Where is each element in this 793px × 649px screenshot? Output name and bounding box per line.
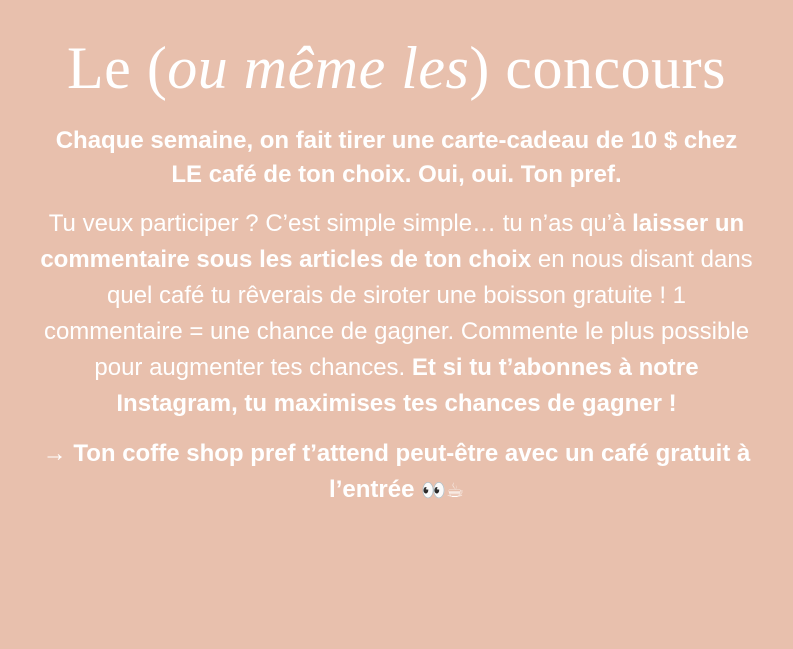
instructions-bold-1: laisser un commentaire sous les articles de ton choix [40, 210, 745, 273]
title-part-2: ) concours [469, 35, 726, 101]
instructions-bold-2: Et si tu t’abonnes à notre Instagram, tu maximises tes chances de gagner ! [116, 354, 699, 417]
instructions-text-1: Tu veux participer ? C’est simple simple… tu n’as qu’à [48, 210, 633, 237]
call-to-action [40, 436, 753, 508]
eyes-coffee-icon: 👀☕ [421, 478, 464, 502]
title-part-1: Le ( [67, 35, 168, 101]
lead-paragraph: Chaque semaine, on fait tirer une carte-cadeau de 10 $ chez LE café de ton choix. Oui, oui. Ton pref. [55, 127, 738, 188]
instructions-paragraph [40, 206, 753, 422]
title-italic: ou même les [167, 35, 470, 101]
cta-text: → Ton coffe shop pref t’attend peut-être avec un café gratuit à l’entrée [42, 440, 751, 503]
instructions-text-2: en nous disant dans quel café tu rêverais de siroter une boisson gratuite ! 1 commentaire = une chance de gagner. Commente le plus possible pour augmenter tes chances. [43, 246, 753, 381]
page-title [40, 28, 753, 108]
